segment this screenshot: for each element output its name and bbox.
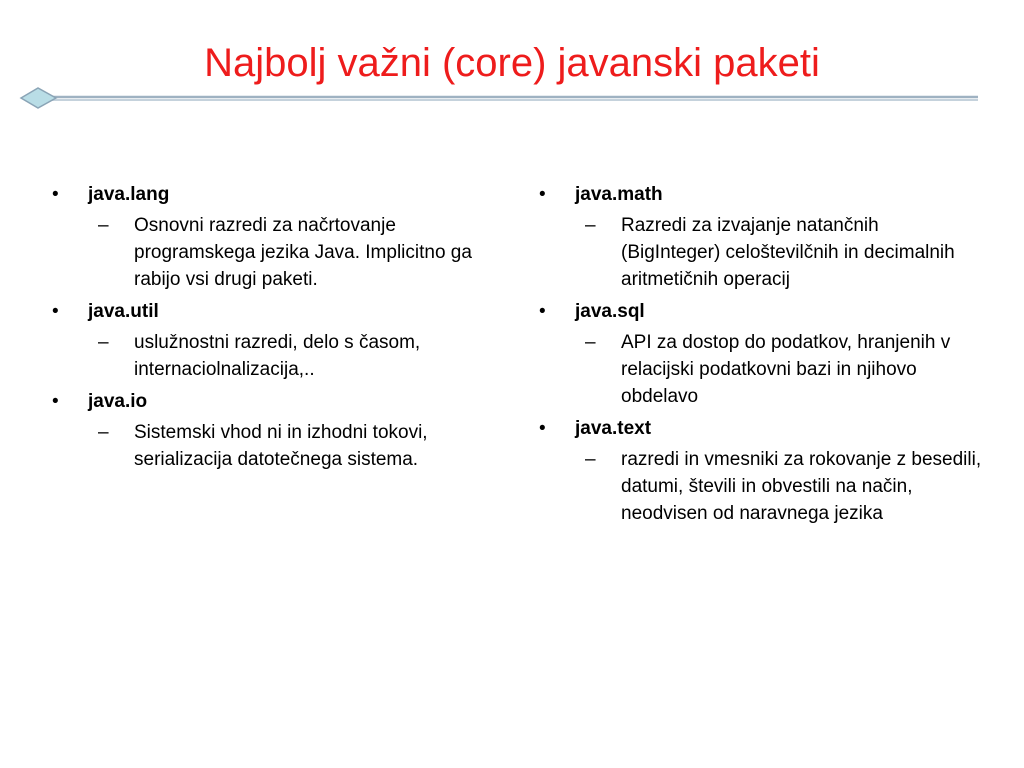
package-description-text: Osnovni razredi za načrtovanje programskega jezika Java. Implicitno ga rabijo vsi drugi paketi. [134,215,472,290]
dash-icon: – [98,422,109,443]
package-item [46,182,486,293]
left-package-list [46,182,486,473]
package-description-text: Sistemski vhod ni in izhodni tokovi, serializacija datotečnega sistema. [134,422,428,470]
left-column [46,182,486,479]
right-column [533,182,983,533]
dash-icon: – [585,449,596,470]
package-description [88,419,486,473]
package-name: java.lang [88,184,170,205]
package-item [533,182,983,293]
package-description [88,329,486,383]
package-name: java.sql [575,301,645,322]
bullet-icon: • [52,184,59,205]
dash-icon: – [98,215,109,236]
package-details [575,329,983,410]
package-description [575,329,983,410]
title-divider [16,84,982,114]
package-name: java.io [88,391,148,412]
package-item [46,389,486,473]
package-name: java.util [88,301,159,322]
dash-icon: – [585,215,596,236]
bullet-icon: • [539,418,546,439]
package-description [88,212,486,293]
package-description-text: API za dostop do podatkov, hranjenih v relacijski podatkovni bazi in njihovo obdelavo [621,332,951,407]
package-description-text: Razredi za izvajanje natančnih (BigInteger) celoštevilčnih in decimalnih aritmetičnih operacij [621,215,955,290]
diamond-icon [21,88,56,108]
dash-icon: – [98,332,109,353]
bullet-icon: • [52,391,59,412]
package-name: java.math [575,184,663,205]
package-item [533,299,983,410]
package-details [88,212,486,293]
right-package-list [533,182,983,527]
bullet-icon: • [52,301,59,322]
package-description [575,212,983,293]
dash-icon: – [585,332,596,353]
bullet-icon: • [539,301,546,322]
package-details [575,446,983,527]
package-item [46,299,486,383]
package-name: java.text [575,418,652,439]
package-description-text: uslužnostni razredi, delo s časom, internaciolnalizacija,.. [134,332,421,380]
package-item [533,416,983,527]
bullet-icon: • [539,184,546,205]
package-details [88,419,486,473]
package-description-text: razredi in vmesniki za rokovanje z besedili, datumi, števili in obvestili na način, neodvisen od naravnega jezika [621,449,982,524]
package-details [88,329,486,383]
package-details [575,212,983,293]
slide-title: Najbolj važni (core) javanski paketi [204,41,820,85]
package-description [575,446,983,527]
